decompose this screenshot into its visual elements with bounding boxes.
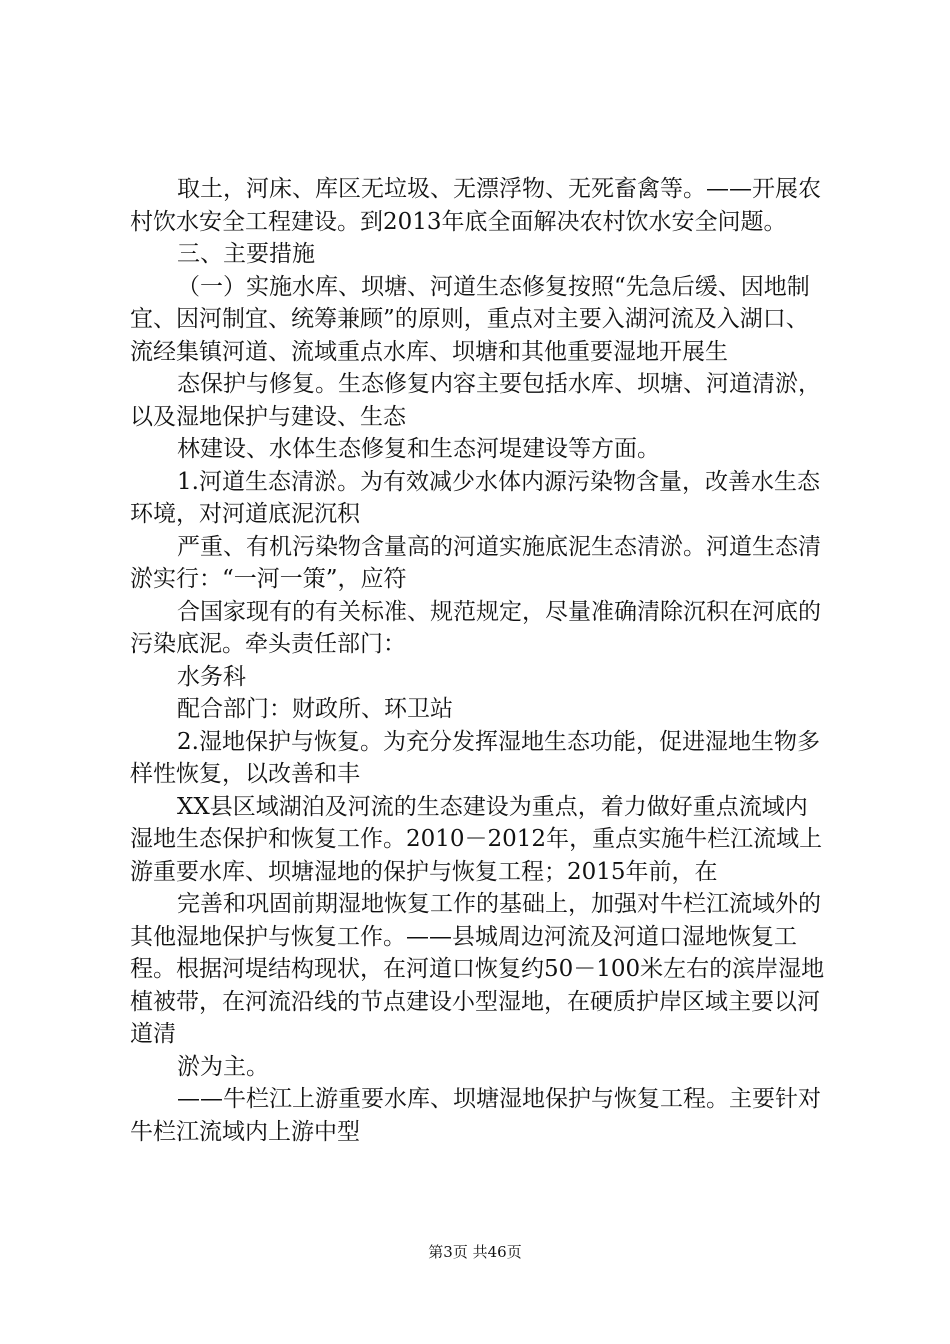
paragraph-1: 取土，河床、库区无垃圾、无漂浮物、无死畜禽等。——开展农村饮水安全工程建设。到2013年底全面解决农村饮水安全问题。: [130, 176, 821, 235]
paragraph-7: 严重、有机污染物含量高的河道实施底泥生态清淤。河道生态清淤实行：“一河一策”，应符: [130, 533, 821, 592]
paragraph-11: 2.湿地保护与恢复。为充分发挥湿地生态功能，促进湿地生物多样性恢复，以改善和丰: [130, 728, 820, 787]
paragraph-5: 林建设、水体生态修复和生态河堤建设等方面。: [177, 436, 660, 462]
section-heading-measures: 三、主要措施: [177, 241, 315, 267]
paragraph-3: （一）实施水库、坝塘、河道生态修复按照“先急后缓、因地制宜、因河制宜、统筹兼顾”的原则，重点对主要入湖河流及入湖口、流经集镇河道、流域重点水库、坝塘和其他重要湿地开展生: [130, 273, 810, 365]
document-body: [130, 173, 830, 1148]
paragraph-12: XX县区域湖泊及河流的生态建设为重点，着力做好重点流域内湿地生态保护和恢复工作。2010－2012年，重点实施牛栏江流域上游重要水库、坝塘湿地的保护与恢复工程；2015年前，在: [130, 793, 823, 885]
paragraph-6: 1.河道生态清淤。为有效减少水体内源污染物含量，改善水生态环境，对河道底泥沉积: [130, 468, 820, 527]
paragraph-10: 配合部门：财政所、环卫站: [177, 696, 453, 722]
paragraph-15: ——牛栏江上游重要水库、坝塘湿地保护与恢复工程。主要针对牛栏江流域内上游中型: [130, 1086, 821, 1145]
paragraph-14: 淤为主。: [177, 1053, 269, 1080]
paragraph-13: 完善和巩固前期湿地恢复工作的基础上，加强对牛栏江流域外的其他湿地保护与恢复工作。——县城周边河流及河道口湿地恢复工程。根据河堤结构现状，在河道口恢复约50－100米左右的滨岸湿地植被带，在河流沿线的节点建设小型湿地，在硬质护岸区域主要以河道清: [130, 891, 825, 1047]
paragraph-4: 态保护与修复。生态修复内容主要包括水库、坝塘、河道清淤，以及湿地保护与建设、生态: [130, 371, 821, 430]
paragraph-9: 水务科: [177, 663, 246, 690]
paragraph-8: 合国家现有的有关标准、规范规定，尽量准确清除沉积在河底的污染底泥。牵头责任部门：: [130, 598, 821, 657]
page-number-footer: 第3页 共46页: [428, 1243, 522, 1261]
